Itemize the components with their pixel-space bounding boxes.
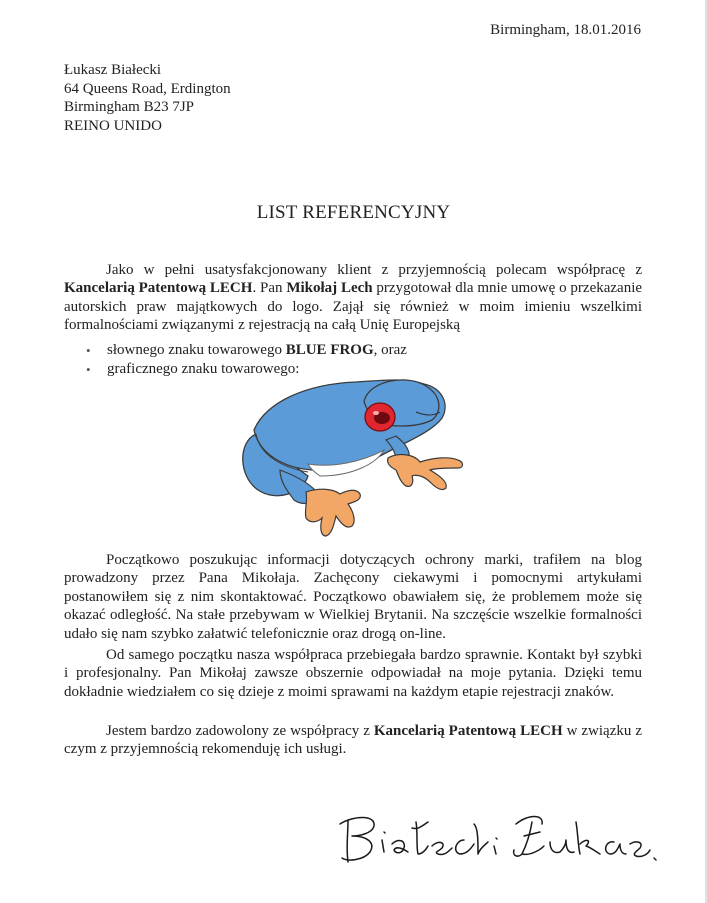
place-and-date: Birmingham, 18.01.2016 (490, 22, 641, 38)
recipient-street: 64 Queens Road, Erdington (64, 80, 231, 97)
paragraph-recommendation (64, 722, 642, 759)
paragraph-intro (64, 261, 642, 335)
frog-front-foot (388, 455, 463, 490)
list-item-word-mark: • słownego znaku towarowego BLUE FROG, oraz (86, 342, 407, 358)
recipient-country: REINO UNIDO (64, 117, 162, 134)
paragraph-cooperation: Od samego początku nasza współpraca przebiegała bardzo sprawnie. Kontakt był szybki i profesjonalny. Pan Mikołaj zawsze obszernie odpowiadał na moje pytania. Dzięki temu dokładnie wiedziałem co się dzieje z moimi sprawami na każdym etapie rejestracji znaków. (64, 647, 642, 700)
closing-text-1: Jestem bardzo zadowolony ze współpracy z (106, 723, 374, 739)
closing-text-2: w związku z czym z przyjemnością rekomenduję ich usługi. (64, 723, 642, 758)
paragraph-blog-contact: Początkowo poszukując informacji dotyczących ochrony marki, trafiłem na blog prowadzony przez Pana Mikołaja. Zachęcony ciekawymi i pomocnymi artykułami postanowiłem się z nim skontaktować. Początkowo obawiałem się, że problemem może się okazać odległość. Na stałe przebywam w Wielkiej Brytanii. Na szczęście wszelkie formalności udało się nam szybko załatwić telefonicznie oraz drogą on-line. (64, 552, 642, 642)
intro-text-1: Jako w pełni usatysfakcjonowany klient z przyjemnością polecam współpracę z (106, 262, 642, 278)
recipient-address (64, 61, 231, 135)
handwritten-signature (318, 800, 668, 870)
frog-back-foot (305, 489, 360, 536)
letter-title: LIST REFERENCYJNY (256, 202, 451, 223)
firm-name-bold: Kancelarią Patentową LECH (64, 280, 253, 297)
bullet-icon: • (86, 343, 91, 358)
intro-text-3: przygotował dla mnie umowę o przekazanie autorskich praw majątkowych do logo. Zajął się również w moim imieniu wszelkimi formalnościami związanymi z rejestracją na całą Unię Europejską (64, 280, 643, 334)
attorney-name-bold: Mikołaj Lech (286, 280, 373, 297)
intro-text-2: . Pan (252, 280, 287, 297)
bullet-icon: • (86, 362, 91, 377)
firm-name-bold: Kancelarią Patentową LECH (373, 723, 563, 739)
recipient-city: Birmingham B23 7JP (64, 99, 195, 115)
list-item-figurative-mark: • graficznego znaku towarowego: (86, 361, 300, 377)
brand-name-bold: BLUE FROG (285, 342, 374, 358)
recipient-name: Łukasz Białecki (64, 62, 162, 78)
frog-logo-image (236, 372, 476, 540)
